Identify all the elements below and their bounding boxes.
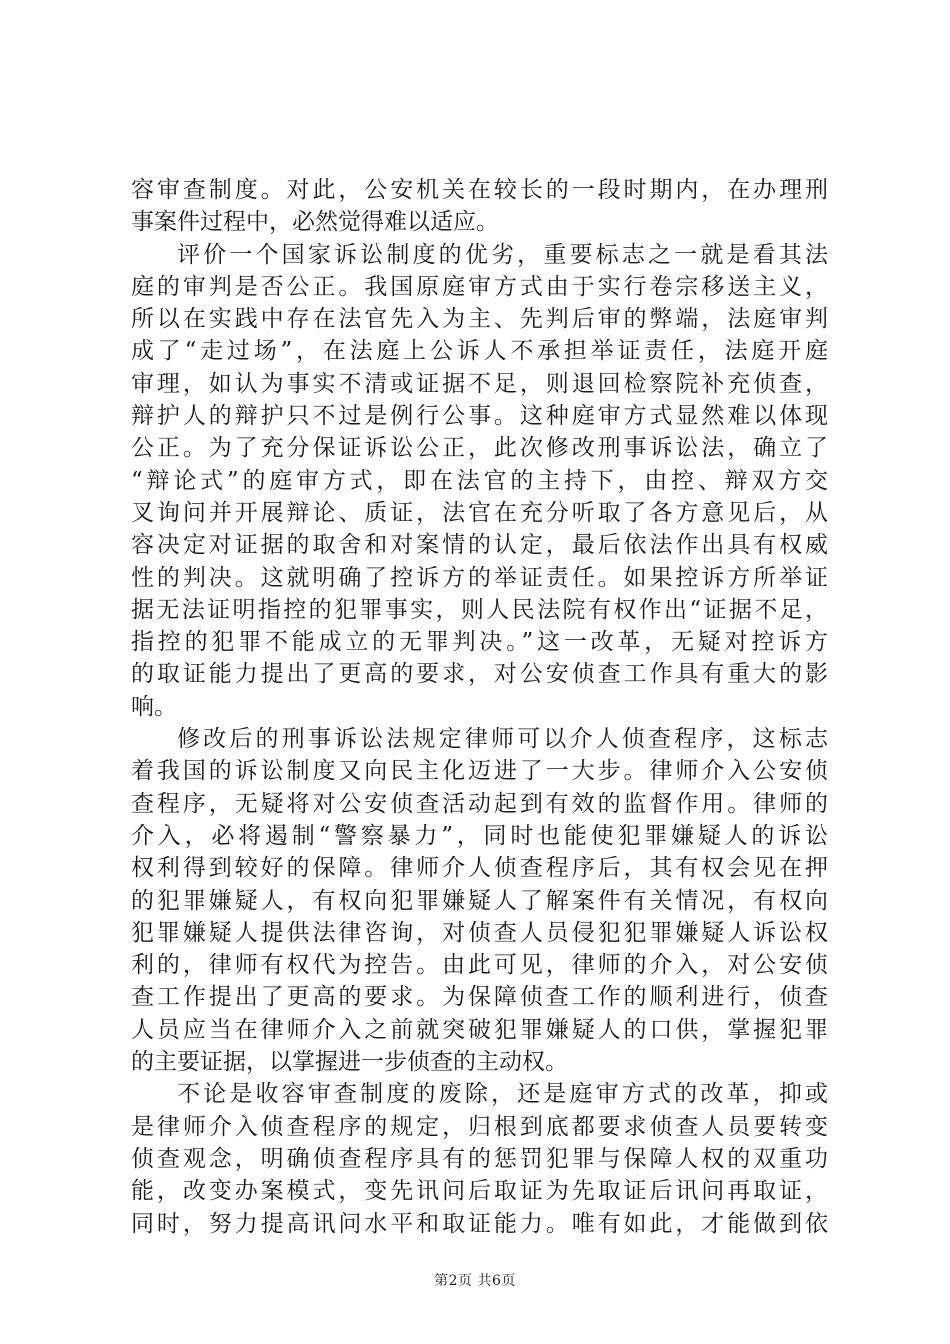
text-line: 犯罪嫌疑人提供法律咨询，对侦查人员侵犯犯罪嫌疑人诉讼权 (131, 919, 828, 946)
text-line: 同时，努力提高讯问水平和取证能力。唯有如此，才能做到依 (131, 1210, 828, 1237)
text-line: 利的，律师有权代为控告。由此可见，律师的介入，对公安侦 (131, 952, 828, 979)
document-body (131, 174, 828, 1240)
paragraph-start-line: 评价一个国家诉讼制度的优劣，重要标志之一就是看其法 (177, 241, 828, 268)
paragraph-start-line: 修改后的刑事诉讼法规定律师可以介人侦查程序，这标志 (177, 726, 828, 753)
text-line: 响。 (131, 693, 177, 720)
text-line: 所以在实践中存在法官先入为主、先判后审的弊端，法庭审判 (131, 306, 828, 333)
text-line: 成了“走过场”，在法庭上公诉人不承担举证责任，法庭开庭 (131, 338, 828, 365)
text-line: 公正。为了充分保证诉讼公正，此次修改刑事诉讼法，确立了 (131, 435, 828, 462)
page-number-footer: 第2页 共6页 (434, 1273, 516, 1289)
text-line: 审理，如认为事实不清或证据不足，则退回检察院补充侦查， (131, 370, 828, 397)
text-line: 的取证能力提出了更高的要求，对公安侦查工作具有重大的影 (131, 661, 828, 688)
text-line: 查程序，无疑将对公安侦查活动起到有效的监督作用。律师的 (131, 790, 828, 817)
paragraph-start-line: 不论是收容审查制度的废除，还是庭审方式的改革，抑或 (177, 1081, 828, 1108)
text-line: 庭的审判是否公正。我国原庭审方式由于实行卷宗移送主义， (131, 273, 828, 300)
text-line: 据无法证明指控的犯罪事实，则人民法院有权作出“证据不足， (131, 596, 828, 623)
text-line: 侦查观念，明确侦查程序具有的惩罚犯罪与保障人权的双重功 (131, 1145, 828, 1172)
text-line: 辩护人的辩护只不过是例行公事。这种庭审方式显然难以体现 (131, 403, 828, 430)
text-line: 容审查制度。对此，公安机关在较长的一段时期内，在办理刑 (131, 177, 828, 203)
text-line: “辩论式”的庭审方式，即在法官的主持下，由控、辩双方交 (131, 467, 828, 494)
text-line: 是律师介入侦查程序的规定，归根到底都要求侦查人员要转变 (131, 1113, 828, 1140)
text-line: 权利得到较好的保障。律师介人侦查程序后，其有权会见在押 (131, 855, 828, 882)
text-line: 的主要证据，以掌握进一步侦查的主动权。 (131, 1049, 568, 1076)
text-line: 事案件过程中，必然觉得难以适应。 (131, 209, 499, 236)
text-line: 查工作提出了更高的要求。为保障侦查工作的顺利进行，侦查 (131, 984, 828, 1011)
text-line: 人员应当在律师介入之前就突破犯罪嫌疑人的口供，掌握犯罪 (131, 1016, 828, 1043)
text-line: 能，改变办案模式，变先讯问后取证为先取证后讯问再取证， (131, 1178, 828, 1205)
text-line: 性的判决。这就明确了控诉方的举证责任。如果控诉方所举证 (131, 564, 828, 591)
text-line: 指控的犯罪不能成立的无罪判决。”这一改革，无疑对控诉方 (131, 629, 828, 656)
text-line: 的犯罪嫌疑人，有权向犯罪嫌疑人了解案件有关情况，有权向 (131, 887, 828, 914)
text-line: 容决定对证据的取舍和对案情的认定，最后依法作出具有权威 (131, 532, 828, 559)
text-line: 着我国的诉讼制度又向民主化迈进了一大步。律师介入公安侦 (131, 758, 828, 785)
text-line: 叉询问并开展辩论、质证，法官在充分听取了各方意见后，从 (131, 499, 828, 526)
text-line: 介入，必将遏制“警察暴力”，同时也能使犯罪嫌疑人的诉讼 (131, 822, 828, 849)
